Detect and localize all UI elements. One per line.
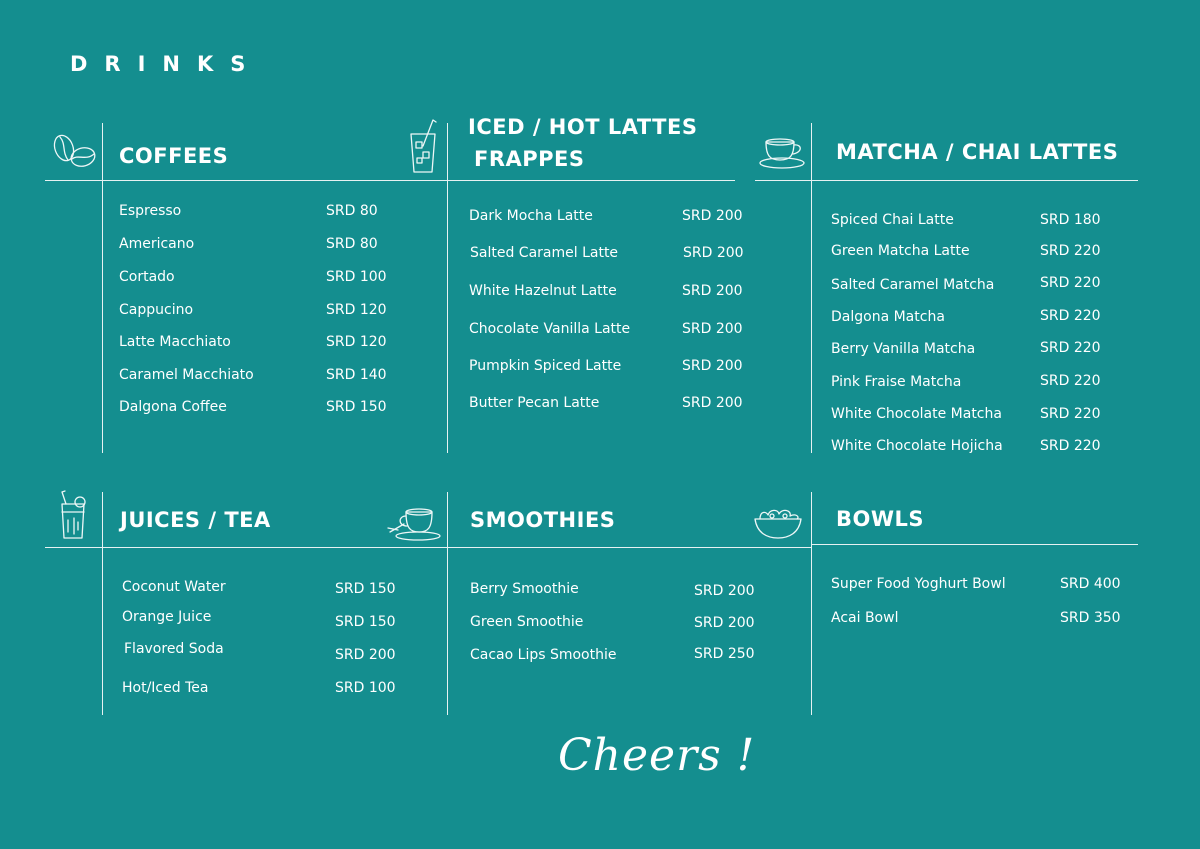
menu-item-price: SRD 220 (1040, 243, 1101, 259)
juices-rule (45, 547, 447, 548)
smoothies-divider-vertical (447, 492, 448, 715)
menu-item-price: SRD 80 (326, 236, 378, 252)
menu-item-name: Pumpkin Spiced Latte (469, 358, 622, 374)
coffees-divider-vertical (102, 123, 103, 453)
menu-item-price: SRD 200 (682, 395, 743, 411)
matcha-divider-vertical (811, 123, 812, 453)
menu-item-price: SRD 200 (694, 583, 755, 599)
footer-cheers: Cheers ! (558, 730, 756, 781)
page-title: DRINKS (70, 52, 263, 76)
juices-divider-vertical (102, 492, 103, 715)
menu-item-price: SRD 150 (326, 399, 387, 415)
menu-item-price: SRD 100 (335, 680, 396, 696)
menu-item-name: Salted Caramel Matcha (831, 277, 995, 293)
menu-item-name: Americano (119, 236, 195, 252)
menu-item-name: Green Smoothie (470, 614, 584, 630)
menu-item-name: Cacao Lips Smoothie (470, 647, 617, 663)
matcha-heading: MATCHA / CHAI LATTES (836, 140, 1119, 164)
menu-item-price: SRD 140 (326, 367, 387, 383)
menu-item-price: SRD 120 (326, 302, 387, 318)
menu-item-name: Chocolate Vanilla Latte (469, 321, 631, 337)
lattes-heading-line2: FRAPPES (474, 147, 585, 171)
menu-item-name: Green Matcha Latte (831, 243, 970, 259)
coffee-cup-icon (758, 132, 808, 170)
menu-item-price: SRD 200 (682, 321, 743, 337)
menu-item-name: Coconut Water (122, 579, 226, 595)
coffees-heading: COFFEES (119, 144, 229, 168)
menu-item-name: Caramel Macchiato (119, 367, 254, 383)
menu-item-name: Hot/Iced Tea (122, 680, 209, 696)
menu-item-name: Butter Pecan Latte (469, 395, 600, 411)
smoothies-rule (447, 547, 811, 548)
menu-item-price: SRD 180 (1040, 212, 1101, 228)
menu-item-price: SRD 120 (326, 334, 387, 350)
menu-item-name: Super Food Yoghurt Bowl (831, 576, 1006, 592)
menu-item-price: SRD 350 (1060, 610, 1121, 626)
menu-item-name: Spiced Chai Latte (831, 212, 954, 228)
menu-item-name: Dalgona Coffee (119, 399, 227, 415)
bowls-rule (811, 544, 1138, 545)
menu-item-name: Espresso (119, 203, 182, 219)
menu-item-name: White Hazelnut Latte (469, 283, 617, 299)
bowls-divider-vertical (811, 492, 812, 715)
menu-item-price: SRD 220 (1040, 406, 1101, 422)
menu-item-price: SRD 150 (335, 581, 396, 597)
menu-item-name: Dark Mocha Latte (469, 208, 593, 224)
menu-item-price: SRD 200 (682, 358, 743, 374)
lattes-heading-line1: ICED / HOT LATTES (468, 115, 698, 139)
menu-item-name: Dalgona Matcha (831, 309, 945, 325)
menu-item-name: Cortado (119, 269, 175, 285)
menu-item-price: SRD 200 (335, 647, 396, 663)
coffee-beans-icon (50, 130, 98, 174)
menu-item-name: Berry Smoothie (470, 581, 579, 597)
menu-item-price: SRD 200 (683, 245, 744, 261)
menu-item-price: SRD 220 (1040, 373, 1101, 389)
menu-item-price: SRD 220 (1040, 438, 1101, 454)
menu-item-price: SRD 100 (326, 269, 387, 285)
menu-item-price: SRD 200 (682, 283, 743, 299)
menu-item-price: SRD 220 (1040, 340, 1101, 356)
menu-item-name: Cappucino (119, 302, 194, 318)
menu-item-price: SRD 150 (335, 614, 396, 630)
menu-item-price: SRD 400 (1060, 576, 1121, 592)
menu-item-name: Salted Caramel Latte (470, 245, 619, 261)
coffees-rule (45, 180, 447, 181)
menu-item-name: Berry Vanilla Matcha (831, 341, 976, 357)
menu-item-name: Latte Macchiato (119, 334, 231, 350)
menu-item-price: SRD 220 (1040, 275, 1101, 291)
menu-item-price: SRD 200 (694, 615, 755, 631)
matcha-rule (755, 180, 1138, 181)
menu-item-price: SRD 80 (326, 203, 378, 219)
juices-heading: JUICES / TEA (120, 508, 271, 532)
menu-item-name: Pink Fraise Matcha (831, 374, 962, 390)
lattes-divider-vertical (447, 123, 448, 453)
iced-drink-glass-icon (405, 116, 441, 176)
menu-item-name: White Chocolate Matcha (831, 406, 1002, 422)
menu-item-name: Flavored Soda (124, 641, 224, 657)
teacup-icon (386, 500, 444, 542)
menu-item-name: White Chocolate Hojicha (831, 438, 1003, 454)
bowls-heading: BOWLS (836, 507, 925, 531)
smoothies-heading: SMOOTHIES (470, 508, 616, 532)
menu-item-price: SRD 220 (1040, 308, 1101, 324)
menu-item-price: SRD 200 (682, 208, 743, 224)
menu-item-name: Orange Juice (122, 609, 212, 625)
juice-glass-icon (56, 490, 90, 542)
menu-item-price: SRD 250 (694, 646, 755, 662)
menu-item-name: Acai Bowl (831, 610, 899, 626)
salad-bowl-icon (752, 505, 804, 541)
lattes-rule (447, 180, 735, 181)
